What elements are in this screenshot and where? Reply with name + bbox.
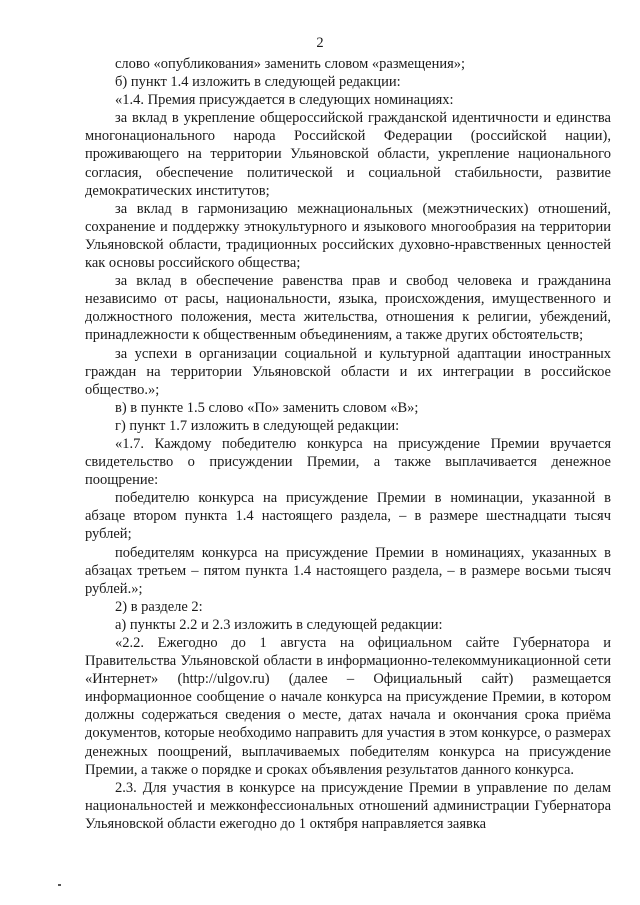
paragraph: «1.4. Премия присуждается в следующих номинациях: (115, 92, 454, 109)
document-body (85, 55, 611, 833)
page-number: 2 (316, 35, 324, 51)
paragraph: за вклад в обеспечение равенства прав и свобод человека и гражданина независимо от расы, национальности, языка, происхождения, имущественного и должностного положения, места жительства, отношения к религии, убеждений, принадлежности к общественным объединениям, а также других обстоятельств; (85, 273, 611, 344)
paragraph: за вклад в гармонизацию межнациональных (межэтнических) отношений, сохранение и поддержку этнокультурного и языкового многообразия на территории Ульяновской области, традиционных российских духовно-нравственных ценностей как основы российского общества; (85, 200, 611, 272)
paragraph: 2) в разделе 2: (115, 598, 203, 615)
paragraph: б) пункт 1.4 изложить в следующей редакции: (115, 74, 401, 91)
paragraph: «1.7. Каждому победителю конкурса на присуждение Премии вручается свидетельство о присуждении Премии, а также выплачивается денежное поощрение: (85, 435, 611, 489)
paragraph: 2.3. Для участия в конкурсе на присуждение Премии в управление по делам национальностей и межконфессиональных отношений администрации Губернатора Ульяновской области ежегодно до 1 октября направляется заявка (85, 779, 611, 832)
paragraph: за вклад в укрепление общероссийской гражданской идентичности и единства многонационального народа Российской Федерации (российской нации), проживающего на территории Ульяновской области, укрепление национального согласия, обеспечение политической и социальной стабильности, развитие демократических институтов; (85, 110, 611, 199)
paragraph: а) пункты 2.2 и 2.3 изложить в следующей редакции: (115, 616, 443, 633)
paragraph: за успехи в организации социальной и культурной адаптации иностранных граждан на территории Ульяновской области и их интеграции в российское общество.»; (85, 345, 611, 398)
paragraph: победителям конкурса на присуждение Премии в номинациях, указанных в абзацах третьем – пятом пункта 1.4 настоящего раздела, – в размере восьми тысяч рублей.»; (85, 544, 611, 597)
paragraph: г) пункт 1.7 изложить в следующей редакции: (115, 417, 400, 434)
scan-mark (58, 884, 61, 886)
paragraph: победителю конкурса на присуждение Премии в номинации, указанной в абзаце втором пункта 1.4 настоящего раздела, – в размере шестнадцати тысяч рублей; (85, 490, 611, 543)
paragraph: в) в пункте 1.5 слово «По» заменить словом «В»; (115, 399, 419, 416)
paragraph: «2.2. Ежегодно до 1 августа на официальном сайте Губернатора и Правительства Ульяновской области в информационно-телекоммуникационной сети «Интернет» (http://ulgov.ru) (далее – Официальный сайт) размещается информационное сообщение о начале конкурса на присуждение Премии, в котором должны содержаться сведения о месте, датах начала и окончания срока приёма документов, которые необходимо направить для участия в этом конкурсе, о размерах денежных поощрений, выплачиваемых победителям конкурса на присуждение Премии, а также о порядке и сроках объявления результатов данного конкурса. (85, 635, 611, 778)
paragraph: слово «опубликования» заменить словом «размещения»; (115, 56, 466, 72)
